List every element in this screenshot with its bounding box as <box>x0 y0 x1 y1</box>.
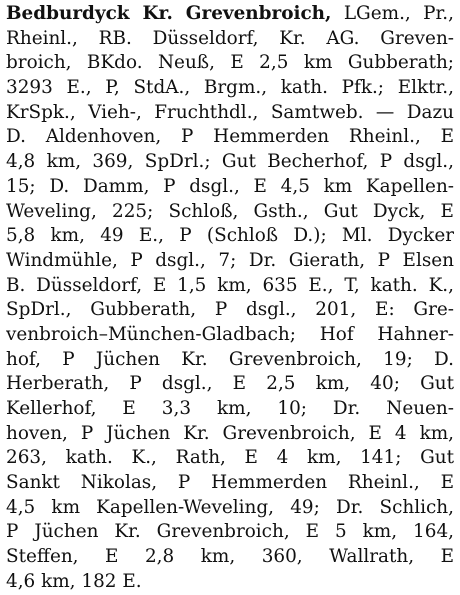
entry-line: 3293 E., P, StdA., Brgm., kath. Pfk.; Elktr., <box>6 77 454 99</box>
entry-line: Sankt Nikolas, P Hemmerden Rheinl., E <box>6 472 454 494</box>
entry-line: Rheinl., RB. Düsseldorf, Kr. AG. Greven- <box>6 27 454 49</box>
entry-line: 4,5 km Kapellen-Weveling, 49; Dr. Schlich, <box>6 496 454 518</box>
entry-line: 4,8 km, 369, SpDrl.; Gut Becherhof, P dsgl., <box>6 151 454 173</box>
entry-line-text: LGem., Pr., <box>331 3 454 24</box>
entry-line: broich, BKdo. Neuß, E 2,5 km Gubberath; <box>6 52 454 74</box>
entry-headword: Bedburdyck Kr. Grevenbroich, <box>6 3 332 24</box>
entry-line: Windmühle, P dsgl., 7; Dr. Gierath, P Elsen <box>6 249 454 271</box>
entry-line: D. Aldenhoven, P Hemmerden Rheinl., E <box>6 126 454 148</box>
entry-line: Herberath, P dsgl., E 2,5 km, 40; Gut <box>6 373 454 395</box>
entry-line: B. Düsseldorf, E 1,5 km, 635 E., T, kath. K., <box>6 274 454 296</box>
gazetteer-entry <box>6 2 454 595</box>
entry-line: KrSpk., Vieh-, Fruchthdl., Samtweb. — Dazu <box>6 101 454 123</box>
entry-line: venbroich–München-Gladbach; Hof Hahner- <box>6 323 454 345</box>
entry-line: Steffen, E 2,8 km, 360, Wallrath, E <box>6 546 454 568</box>
entry-line: hoven, P Jüchen Kr. Grevenbroich, E 4 km, <box>6 422 454 444</box>
entry-line: 4,6 km, 182 E. <box>6 570 142 592</box>
entry-line: Weveling, 225; Schloß, Gsth., Gut Dyck, E <box>6 200 454 222</box>
entry-line <box>6 2 454 27</box>
entry-line: 263, kath. K., Rath, E 4 km, 141; Gut <box>6 447 454 469</box>
entry-line: P Jüchen Kr. Grevenbroich, E 5 km, 164, <box>6 521 454 543</box>
entry-line: Kellerhof, E 3,3 km, 10; Dr. Neuen- <box>6 398 454 419</box>
entry-line: 15; D. Damm, P dsgl., E 4,5 km Kapellen- <box>6 175 454 197</box>
entry-line: hof, P Jüchen Kr. Grevenbroich, 19; D. <box>6 348 454 370</box>
entry-line: SpDrl., Gubberath, P dsgl., 201, E: Gre- <box>6 299 454 321</box>
entry-line: 5,8 km, 49 E., P (Schloß D.); Ml. Dycker <box>6 225 454 247</box>
